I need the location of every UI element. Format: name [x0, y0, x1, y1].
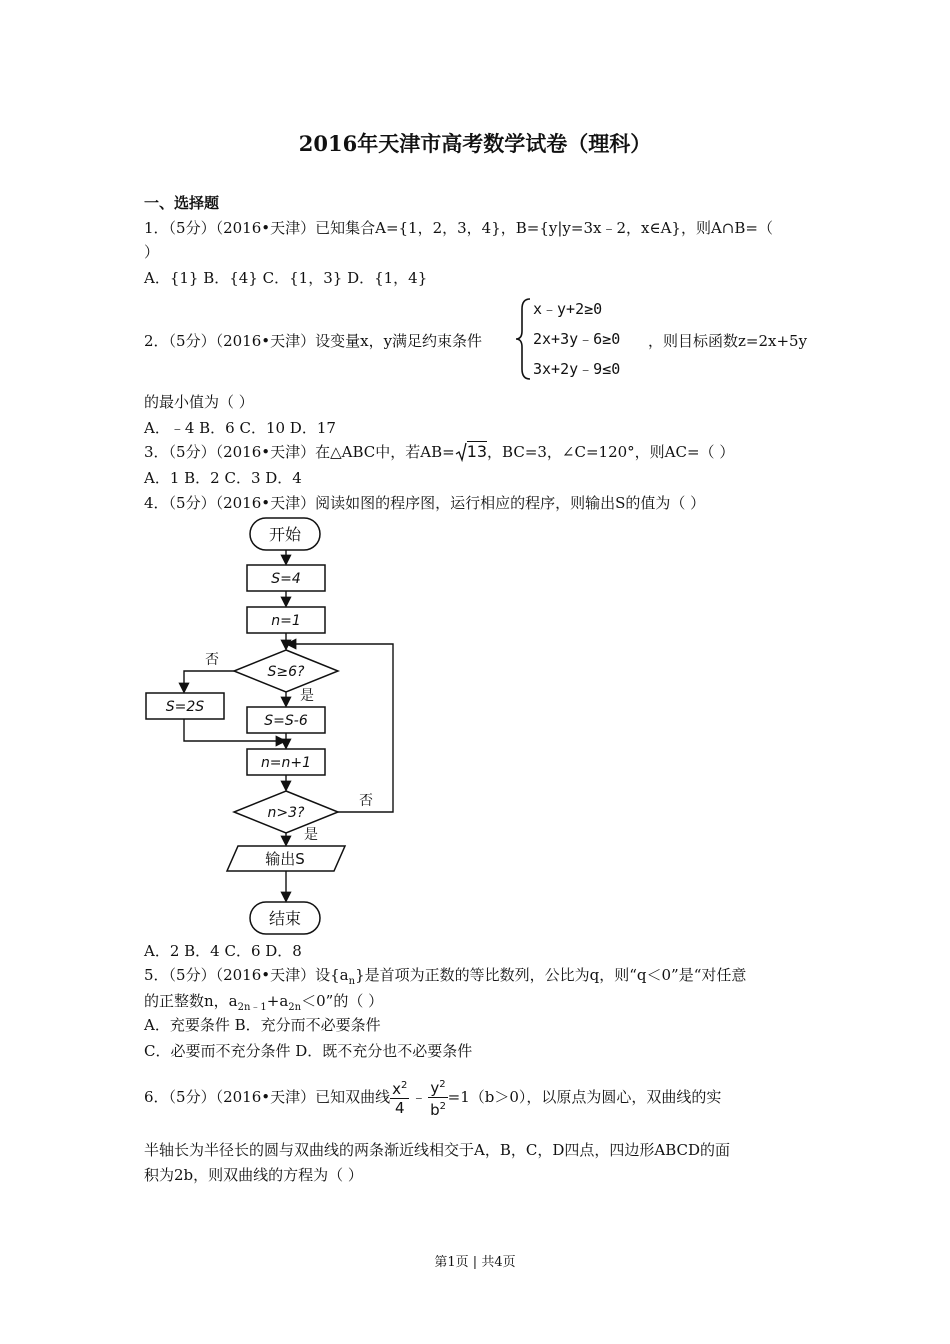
flow-double-label: S=2S: [165, 699, 205, 715]
q5-options-2: C．必要而不充分条件 D．既不充分也不必要条件: [144, 1042, 473, 1060]
q5-mid: }是首项为正数的等比数列，公比为q，则“q＜0”是“对任意: [355, 966, 747, 984]
q6-text-cont: 半轴长为半径长的圆与双曲线的两条渐近线相交于A，B，C，D四点，四边形ABCD的面: [144, 1141, 730, 1159]
q6-frac2-den: b: [430, 1100, 440, 1119]
flow-yes2-label: 是: [304, 827, 318, 843]
q5-l2-mid: +a: [266, 992, 289, 1010]
q1-text-cont: ）: [144, 243, 160, 261]
q1-text: 1．（5分）（2016•天津）已知集合A={1，2，3，4}，B={y|y=3x﹣2，x∈A}，则A∩B=（: [144, 219, 773, 237]
flow-yes1-label: 是: [300, 688, 314, 704]
q6-fraction-2: [428, 1076, 447, 1119]
q3-text: [144, 442, 734, 462]
q2-condition-2: 2x+3y﹣6≥0: [533, 330, 621, 348]
q6-minus: ﹣: [411, 1088, 427, 1106]
sqrt-expression: [455, 442, 487, 462]
q4-text: 4．（5分）（2016•天津）阅读如图的程序图，运行相应的程序，则输出S的值为（ ）: [144, 494, 706, 512]
q6-frac2-num: y: [430, 1078, 440, 1097]
flow-n-init-label: n=1: [271, 613, 301, 629]
q2-suffix: ，则目标函数z=2x+5y: [648, 332, 808, 350]
q2-options: A．﹣4 B．6 C．10 D．17: [144, 419, 336, 437]
q4-options: A．2 B．4 C．6 D．8: [144, 942, 302, 960]
q6-fraction-1: [390, 1077, 409, 1117]
page-footer: 第1页 | 共4页: [434, 1255, 516, 1270]
flowchart: [140, 512, 410, 940]
q3-suffix: ，BC=3，∠C=120°，则AC=（ ）: [487, 443, 735, 461]
q6-text: [144, 1073, 721, 1121]
flow-minus-label: S=S-6: [264, 713, 308, 729]
flow-incr-label: n=n+1: [260, 755, 312, 771]
brace-icon: [514, 297, 532, 381]
flow-arrow: [184, 671, 234, 691]
q5-options-1: A．充要条件 B．充分而不必要条件: [144, 1016, 381, 1034]
q2-condition-1: x﹣y+2≥0: [533, 300, 603, 318]
q5-sub-b: 2n: [288, 1002, 302, 1013]
q6-frac2-den-power: 2: [439, 1100, 446, 1112]
q3-options: A．1 B．2 C．3 D．4: [144, 469, 302, 487]
flow-start-label: 开始: [268, 525, 302, 544]
q5-sub-a: 2n﹣1: [237, 1002, 267, 1013]
q6-frac1-num: x: [392, 1080, 402, 1098]
sqrt-icon: [455, 442, 467, 462]
q5-text-cont: [144, 991, 383, 1018]
q3-prefix: 3．（5分）（2016•天津）在△ABC中，若AB=: [144, 443, 455, 461]
flow-end-label: 结束: [268, 909, 302, 928]
q5-l2-prefix: 的正整数n，a: [144, 992, 238, 1010]
q5-prefix: 5．（5分）（2016•天津）设{a: [144, 966, 349, 984]
q2-condition-3: 3x+2y﹣9≤0: [533, 360, 621, 378]
q6-frac1-power: 2: [401, 1080, 408, 1091]
q6-prefix: 6．（5分）（2016•天津）已知双曲线: [144, 1088, 391, 1106]
flow-no1-label: 否: [205, 652, 219, 668]
q2-prefix: 2．（5分）（2016•天津）设变量x，y满足约束条件: [144, 332, 483, 350]
flow-cond2-label: n>3?: [267, 805, 305, 821]
flow-output-label: 输出S: [265, 850, 305, 868]
sqrt-radicand: 13: [466, 442, 488, 461]
q1-options: A．{1} B．{4} C．{1，3} D．{1，4}: [144, 269, 428, 287]
q5-text: [144, 965, 746, 992]
q2-text-cont: 的最小值为（ ）: [144, 393, 254, 411]
section-heading: 一、选择题: [144, 194, 220, 212]
q6-text-cont-2: 积为2b，则双曲线的方程为（ ）: [144, 1166, 363, 1184]
q6-frac1-den: 4: [394, 1099, 405, 1117]
flow-no2-label: 否: [359, 793, 373, 809]
page-title: 2016年天津市高考数学试卷（理科）: [298, 131, 652, 156]
q6-suffix: =1（b＞0），以原点为圆心，双曲线的实: [447, 1088, 722, 1106]
q5-sub-n: n: [348, 976, 356, 987]
flow-s-init-label: S=4: [271, 571, 301, 587]
flow-cond1-label: S≥6?: [267, 664, 305, 680]
q6-frac2-power: 2: [439, 1078, 446, 1090]
q5-l2-suffix: ＜0”的（ ）: [301, 992, 384, 1010]
